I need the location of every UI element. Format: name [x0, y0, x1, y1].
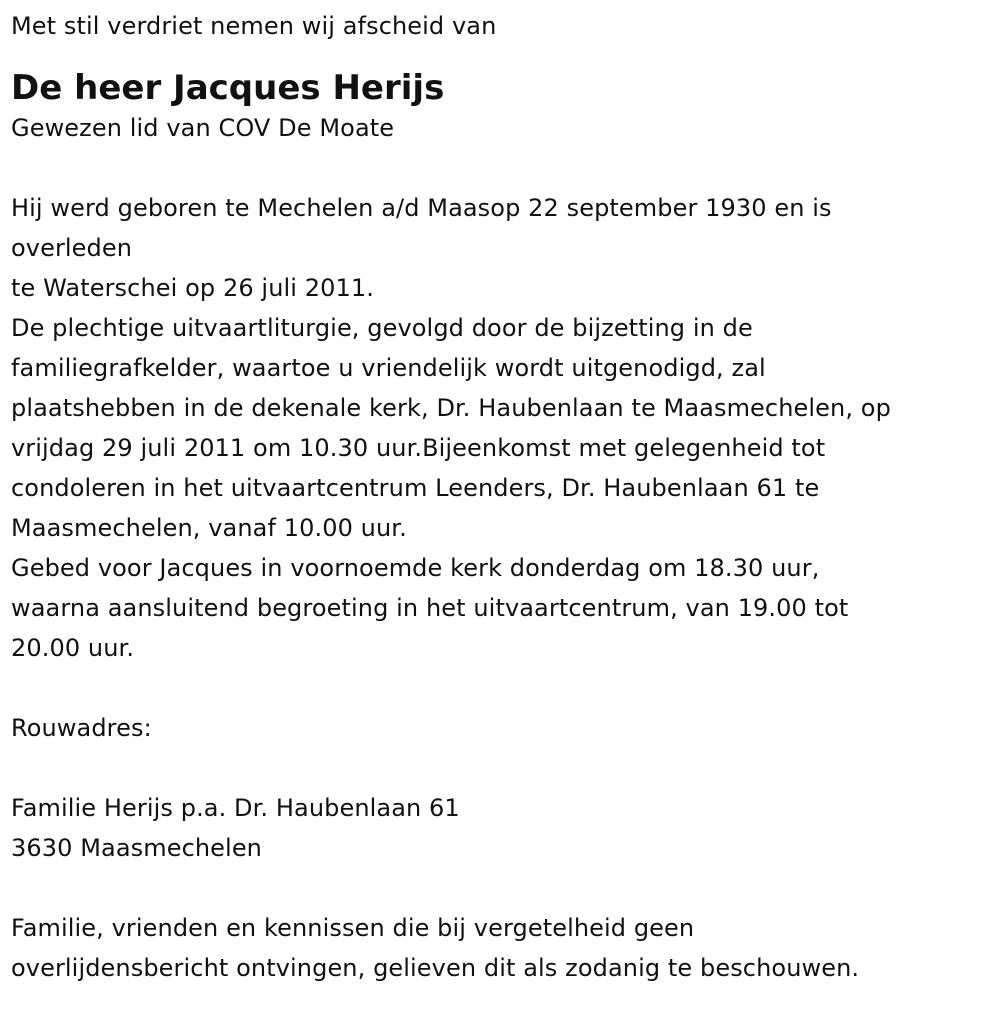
body-line: familiegrafkelder, waartoe u vriendelijk wordt uitgenodigd, zal	[11, 354, 766, 382]
deceased-name: De heer Jacques Herijs	[11, 68, 445, 108]
body-line: Gebed voor Jacques in voornoemde kerk donderdag om 18.30 uur,	[11, 554, 820, 582]
body-line: overleden	[11, 234, 133, 262]
address-line: 3630 Maasmechelen	[11, 834, 262, 862]
subtitle-text: Gewezen lid van COV De Moate	[11, 114, 395, 142]
body-line: waarna aansluitend begroeting in het uitvaartcentrum, van 19.00 tot	[11, 594, 849, 622]
address-label: Rouwadres:	[11, 714, 152, 742]
spacer	[11, 868, 986, 908]
body-line: Hij werd geboren te Mechelen a/d Maasop 22 september 1930 en is	[11, 194, 832, 222]
body-line: vrijdag 29 juli 2011 om 10.30 uur.Bijeenkomst met gelegenheid tot	[11, 434, 826, 462]
body-line: condoleren in het uitvaartcentrum Leenders, Dr. Haubenlaan 61 te	[11, 474, 820, 502]
obituary-notice	[11, 6, 986, 988]
body-line: 20.00 uur.	[11, 634, 135, 662]
body-line: Maasmechelen, vanaf 10.00 uur.	[11, 514, 407, 542]
spacer	[11, 668, 986, 708]
title-wrap	[11, 68, 986, 108]
spacer	[11, 748, 986, 788]
closing-line: overlijdensbericht ontvingen, gelieven dit als zodanig te beschouwen.	[11, 954, 860, 982]
body-line: plaatshebben in de dekenale kerk, Dr. Haubenlaan te Maasmechelen, op	[11, 394, 891, 422]
body-line: te Waterschei op 26 juli 2011.	[11, 274, 374, 302]
address-line: Familie Herijs p.a. Dr. Haubenlaan 61	[11, 794, 460, 822]
body-line: De plechtige uitvaartliturgie, gevolgd door de bijzetting in de	[11, 314, 753, 342]
spacer	[11, 148, 986, 188]
closing-line: Familie, vrienden en kennissen die bij vergetelheid geen	[11, 914, 695, 942]
body-paragraph	[11, 188, 986, 668]
spacer	[11, 46, 986, 64]
intro-text: Met stil verdriet nemen wij afscheid van	[11, 12, 497, 40]
